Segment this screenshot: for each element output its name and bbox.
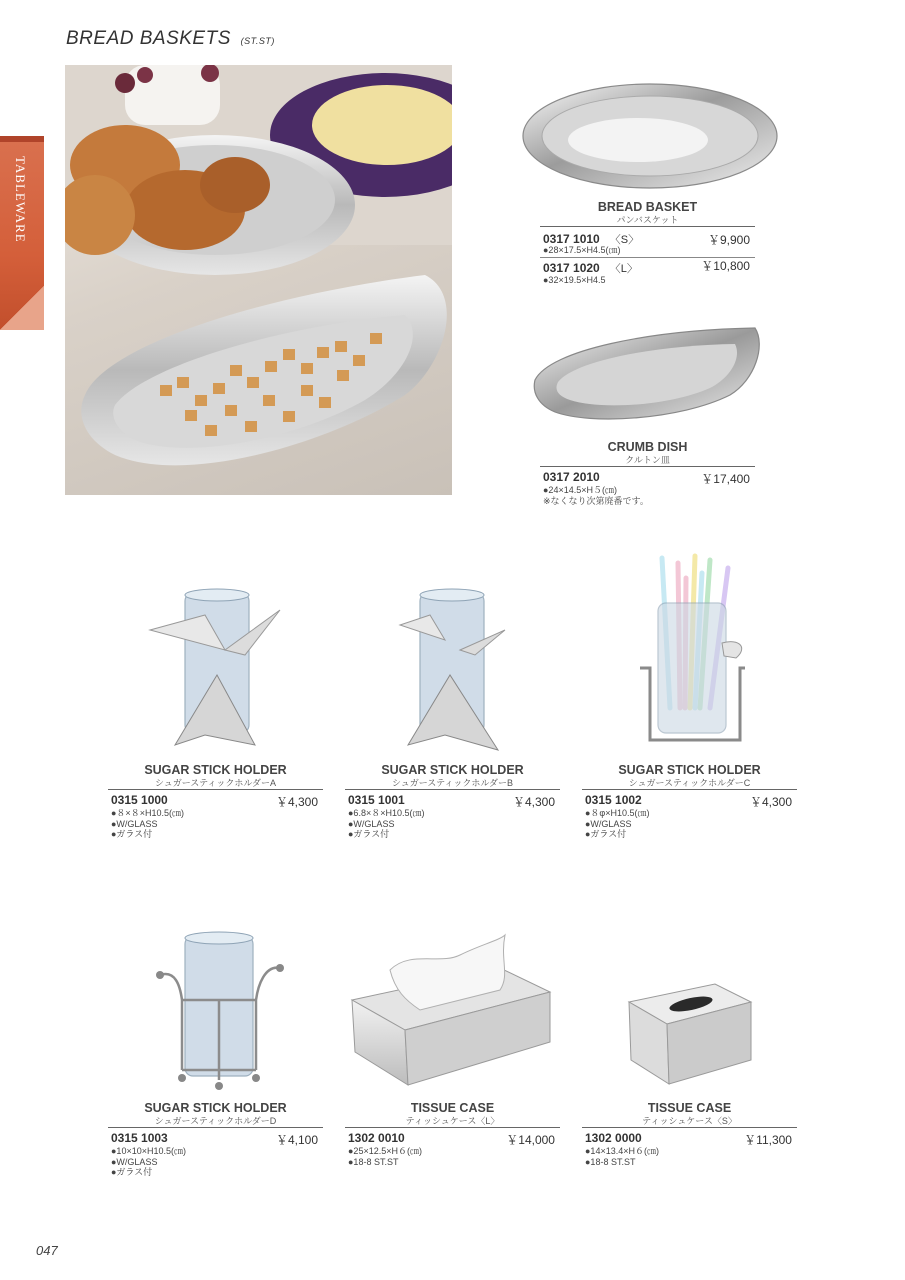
hero-photo-illustration <box>65 65 452 495</box>
sugar-holder-a-code: 0315 1000 <box>111 793 168 807</box>
bread-basket-s-size: 〈S〉 <box>609 234 640 246</box>
sugar-holder-b-rule <box>345 789 560 790</box>
sugar-holder-d-rule <box>108 1127 323 1128</box>
tissue-case-l-spec: ●18-8 ST.ST <box>348 1156 399 1167</box>
sugar-holder-d-image <box>150 930 290 1092</box>
sugar-holder-c-rule <box>582 789 797 790</box>
sugar-holder-c-code: 0315 1002 <box>585 793 642 807</box>
sugar-holder-d-code: 0315 1003 <box>111 1131 168 1145</box>
crumb-dish-spec: ※なくなり次第廃番です。 <box>543 495 649 506</box>
sugar-holder-a-name: SUGAR STICK HOLDER <box>144 763 287 777</box>
bread-basket-l-spec: ●32×19.5×H4.5 <box>543 275 606 285</box>
crumb-dish-price: ￥17,400 <box>701 472 750 486</box>
tissue-case-s-name-jp: ティッシュケース〈S〉 <box>642 1116 737 1126</box>
side-tab-fold <box>0 285 44 330</box>
sugar-holder-d-price: ￥4,100 <box>275 1133 318 1147</box>
crumb-dish-name-jp: クルトン皿 <box>625 455 670 465</box>
page-number: 047 <box>36 1243 58 1258</box>
sugar-holder-a-image <box>145 585 285 755</box>
page-title-sub: (ST.ST) <box>240 36 275 46</box>
sugar-holder-a-spec: ●８×８×H10.5(㎝) <box>111 808 184 818</box>
tissue-case-l-price: ￥14,000 <box>506 1133 555 1147</box>
sugar-holder-c-name-jp: シュガースティックホルダーC <box>628 778 751 788</box>
crumb-dish-image <box>530 320 765 425</box>
sugar-holder-c-name: SUGAR STICK HOLDER <box>618 763 761 777</box>
bread-basket-name: BREAD BASKET <box>597 200 698 214</box>
sugar-holder-c-spec: ●ガラス付 <box>585 829 627 839</box>
crumb-dish-code: 0317 2010 <box>543 470 600 484</box>
bread-basket-l-code-text: 0317 1020 <box>543 261 600 275</box>
sugar-holder-c-price: ￥4,300 <box>749 795 792 809</box>
side-tab[interactable] <box>0 136 44 330</box>
sugar-holder-b-name: SUGAR STICK HOLDER <box>381 763 524 777</box>
page-title <box>66 28 275 50</box>
sugar-holder-b-spec: ●6.8×８×H10.5(㎝) <box>348 808 425 818</box>
sugar-holder-d-name-jp: シュガースティックホルダーD <box>154 1116 277 1126</box>
tissue-case-l-specs <box>348 1146 422 1167</box>
sugar-holder-c-image <box>640 548 750 753</box>
bread-basket-image <box>520 80 780 192</box>
bread-basket-s-price: ￥9,900 <box>707 233 750 247</box>
sugar-holder-b-spec: ●ガラス付 <box>348 829 390 839</box>
page-title-text: BREAD BASKETS <box>66 28 231 49</box>
tissue-case-l-name-jp: ティッシュケース〈L〉 <box>405 1116 500 1126</box>
crumb-dish-rule <box>540 466 755 467</box>
tissue-case-l-spec: ●25×12.5×H６(㎝) <box>348 1146 422 1156</box>
bread-basket-rule <box>540 226 755 227</box>
sugar-holder-c-specs <box>585 808 650 840</box>
sugar-holder-a-specs <box>111 808 184 840</box>
tissue-case-l-code: 1302 0010 <box>348 1131 405 1145</box>
tissue-case-l-name: TISSUE CASE <box>410 1101 495 1115</box>
sugar-holder-c-spec: ●８φ×H10.5(㎝) <box>585 808 650 818</box>
bread-basket-s-spec: ●28×17.5×H4.5(㎝) <box>543 245 621 255</box>
sugar-holder-b-spec: ●W/GLASS <box>348 818 395 829</box>
sugar-holder-b-code: 0315 1001 <box>348 793 405 807</box>
tissue-case-s-price: ￥11,300 <box>744 1133 792 1147</box>
tissue-case-l-rule <box>345 1127 560 1128</box>
sugar-holder-b-specs <box>348 808 424 840</box>
tissue-case-s-rule <box>582 1127 797 1128</box>
sugar-holder-c-spec: ●W/GLASS <box>585 818 632 829</box>
bread-basket-s-code-text: 0317 1010 <box>543 232 600 246</box>
sugar-holder-b-image <box>390 585 515 755</box>
crumb-dish-name: CRUMB DISH <box>607 440 688 454</box>
bread-basket-l-price: ￥10,800 <box>701 259 750 273</box>
sugar-holder-a-rule <box>108 789 323 790</box>
sugar-holder-d-specs <box>111 1146 186 1178</box>
sugar-holder-d-spec: ●10×10×H10.5(㎝) <box>111 1146 186 1156</box>
tissue-case-s-name: TISSUE CASE <box>647 1101 732 1115</box>
sugar-holder-a-spec: ●W/GLASS <box>111 818 158 829</box>
bread-basket-name-jp: パンバスケット <box>616 215 679 225</box>
hero-photo <box>65 65 452 495</box>
sugar-holder-a-spec: ●ガラス付 <box>111 829 153 839</box>
crumb-dish-specs <box>543 485 649 506</box>
tissue-case-s-spec: ●14×13.4×H６(㎝) <box>585 1146 659 1156</box>
sugar-holder-a-name-jp: シュガースティックホルダーA <box>154 778 277 788</box>
tissue-case-s-image <box>625 980 755 1086</box>
sugar-holder-b-price: ￥4,300 <box>512 795 555 809</box>
tissue-case-l-image <box>350 930 555 1088</box>
tissue-case-s-spec: ●18-8 ST.ST <box>585 1156 636 1167</box>
tissue-case-s-code: 1302 0000 <box>585 1131 642 1145</box>
sugar-holder-a-price: ￥4,300 <box>275 795 318 809</box>
sugar-holder-d-spec: ●ガラス付 <box>111 1167 153 1177</box>
sugar-holder-d-name: SUGAR STICK HOLDER <box>144 1101 287 1115</box>
crumb-dish-spec: ●24×14.5×H５(㎝) <box>543 485 617 495</box>
bread-basket-l-code <box>543 260 638 276</box>
bread-basket-l-size: 〈L〉 <box>609 263 638 275</box>
tissue-case-s-specs <box>585 1146 659 1167</box>
side-tab-label: TABLEWARE <box>13 156 28 243</box>
sugar-holder-b-name-jp: シュガースティックホルダーB <box>391 778 514 788</box>
sugar-holder-d-spec: ●W/GLASS <box>111 1156 158 1167</box>
